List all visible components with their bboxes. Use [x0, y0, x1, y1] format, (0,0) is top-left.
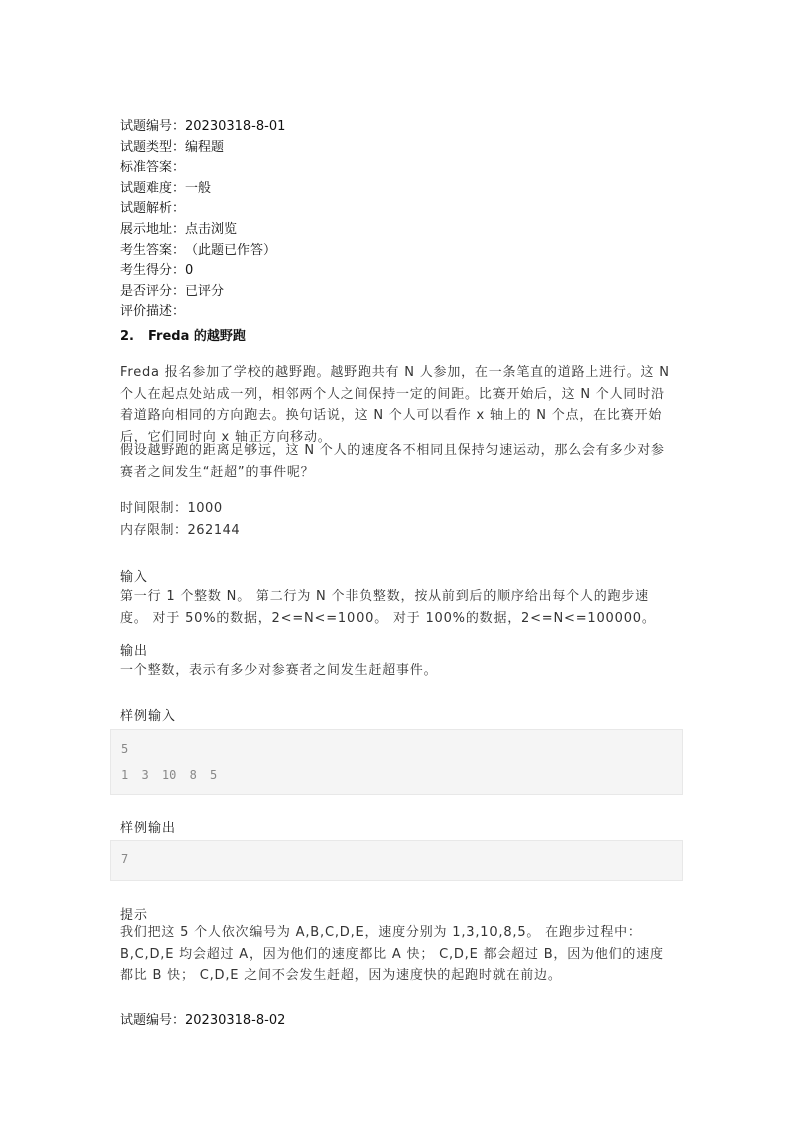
meta-answer-row	[120, 158, 680, 179]
sample-output-heading: 样例输出	[120, 821, 177, 836]
meta-type-label: 试题类型：	[120, 139, 186, 155]
meta-graded-row	[120, 282, 680, 303]
meta-id-row	[120, 117, 680, 138]
meta-examinee-answer-row	[120, 241, 680, 262]
hint-heading: 提示	[120, 908, 149, 923]
meta-score-label: 考生得分：	[120, 263, 186, 279]
next-id-value: 20230318-8-02	[185, 1013, 286, 1028]
problem-description-2: 假设越野跑的距离足够远，这 N 个人的速度各不相同且保持匀速运动，那么会有多少对参赛者之间发生“赶超”的事件呢？	[120, 443, 665, 480]
meta-examinee-answer-label: 考生答案：	[120, 242, 186, 258]
input-description: 第一行 1 个整数 N。 第二行为 N 个非负整数，按从前到后的顺序给出每个人的跑步速度。 对于 50%的数据，2<=N<=1000。 对于 100%的数据，2<=N<=100000。	[120, 589, 656, 626]
sample-input-line: 1 3 10 8 5	[121, 768, 218, 782]
meta-id-value: 20230318-8-01	[185, 119, 286, 134]
sample-output-box	[110, 840, 683, 881]
meta-analysis-label: 试题解析：	[120, 201, 186, 217]
meta-type-row	[120, 138, 680, 159]
limits-block	[120, 498, 676, 541]
meta-difficulty-value: 一般	[185, 180, 212, 196]
problem-title-text: Freda 的越野跑	[148, 329, 246, 344]
meta-examinee-answer-value: （此题已作答）	[185, 242, 277, 258]
hint-description: 我们把这 5 个人依次编号为 A,B,C,D,E，速度分别为 1,3,10,8,5。 在跑步过程中：B,C,D,E 均会超过 A，因为他们的速度都比 A 快； C,D,E 都会超过 B，因为他们的速度都比 B 快； C,D,E 之间不会发生赶超，因为速度快的起跑时就在前边。	[120, 925, 664, 983]
output-heading: 输出	[120, 644, 149, 659]
meta-comment-row	[120, 302, 680, 323]
meta-id-label: 试题编号：	[120, 119, 186, 134]
memory-limit: 内存限制：262144	[120, 522, 241, 538]
output-description: 一个整数，表示有多少对参赛者之间发生赶超事件。	[120, 663, 438, 678]
meta-comment-label: 评价描述：	[120, 304, 186, 320]
problem-number: 2.	[120, 329, 134, 344]
problem-title	[120, 325, 246, 344]
meta-type-value: 编程题	[185, 139, 225, 155]
meta-graded-label: 是否评分：	[120, 283, 186, 299]
time-limit: 时间限制：1000	[120, 501, 223, 516]
meta-url-link[interactable]: 点击浏览	[185, 221, 238, 237]
sample-input-line: 5	[121, 742, 129, 756]
next-question-id	[120, 1009, 285, 1028]
meta-analysis-row	[120, 199, 680, 220]
meta-difficulty-label: 试题难度：	[120, 180, 186, 196]
meta-url-label: 展示地址：	[120, 221, 186, 237]
problem-description-1: Freda 报名参加了学校的越野跑。越野跑共有 N 人参加，在一条笔直的道路上进行。这 N 个人在起点处站成一列，相邻两个人之间保持一定的间距。比赛开始后，这 N 个人同时沿着道路向相同的方向跑去。换句话说，这 N 个人可以看作 x 轴上的 N 个点，在比赛开始后，它们同时向 x 轴正方向移动。	[120, 365, 670, 445]
meta-score-row	[120, 261, 680, 282]
meta-score-value: 0	[185, 263, 194, 279]
question-metadata	[120, 117, 680, 323]
meta-graded-value: 已评分	[185, 283, 225, 299]
meta-url-row	[120, 220, 680, 241]
meta-answer-label: 标准答案：	[120, 160, 186, 176]
sample-output-line: 7	[121, 852, 129, 866]
next-id-label: 试题编号：	[120, 1013, 186, 1028]
meta-difficulty-row	[120, 179, 680, 200]
sample-input-box	[110, 729, 683, 795]
input-heading: 输入	[120, 570, 149, 585]
sample-input-heading: 样例输入	[120, 709, 177, 724]
